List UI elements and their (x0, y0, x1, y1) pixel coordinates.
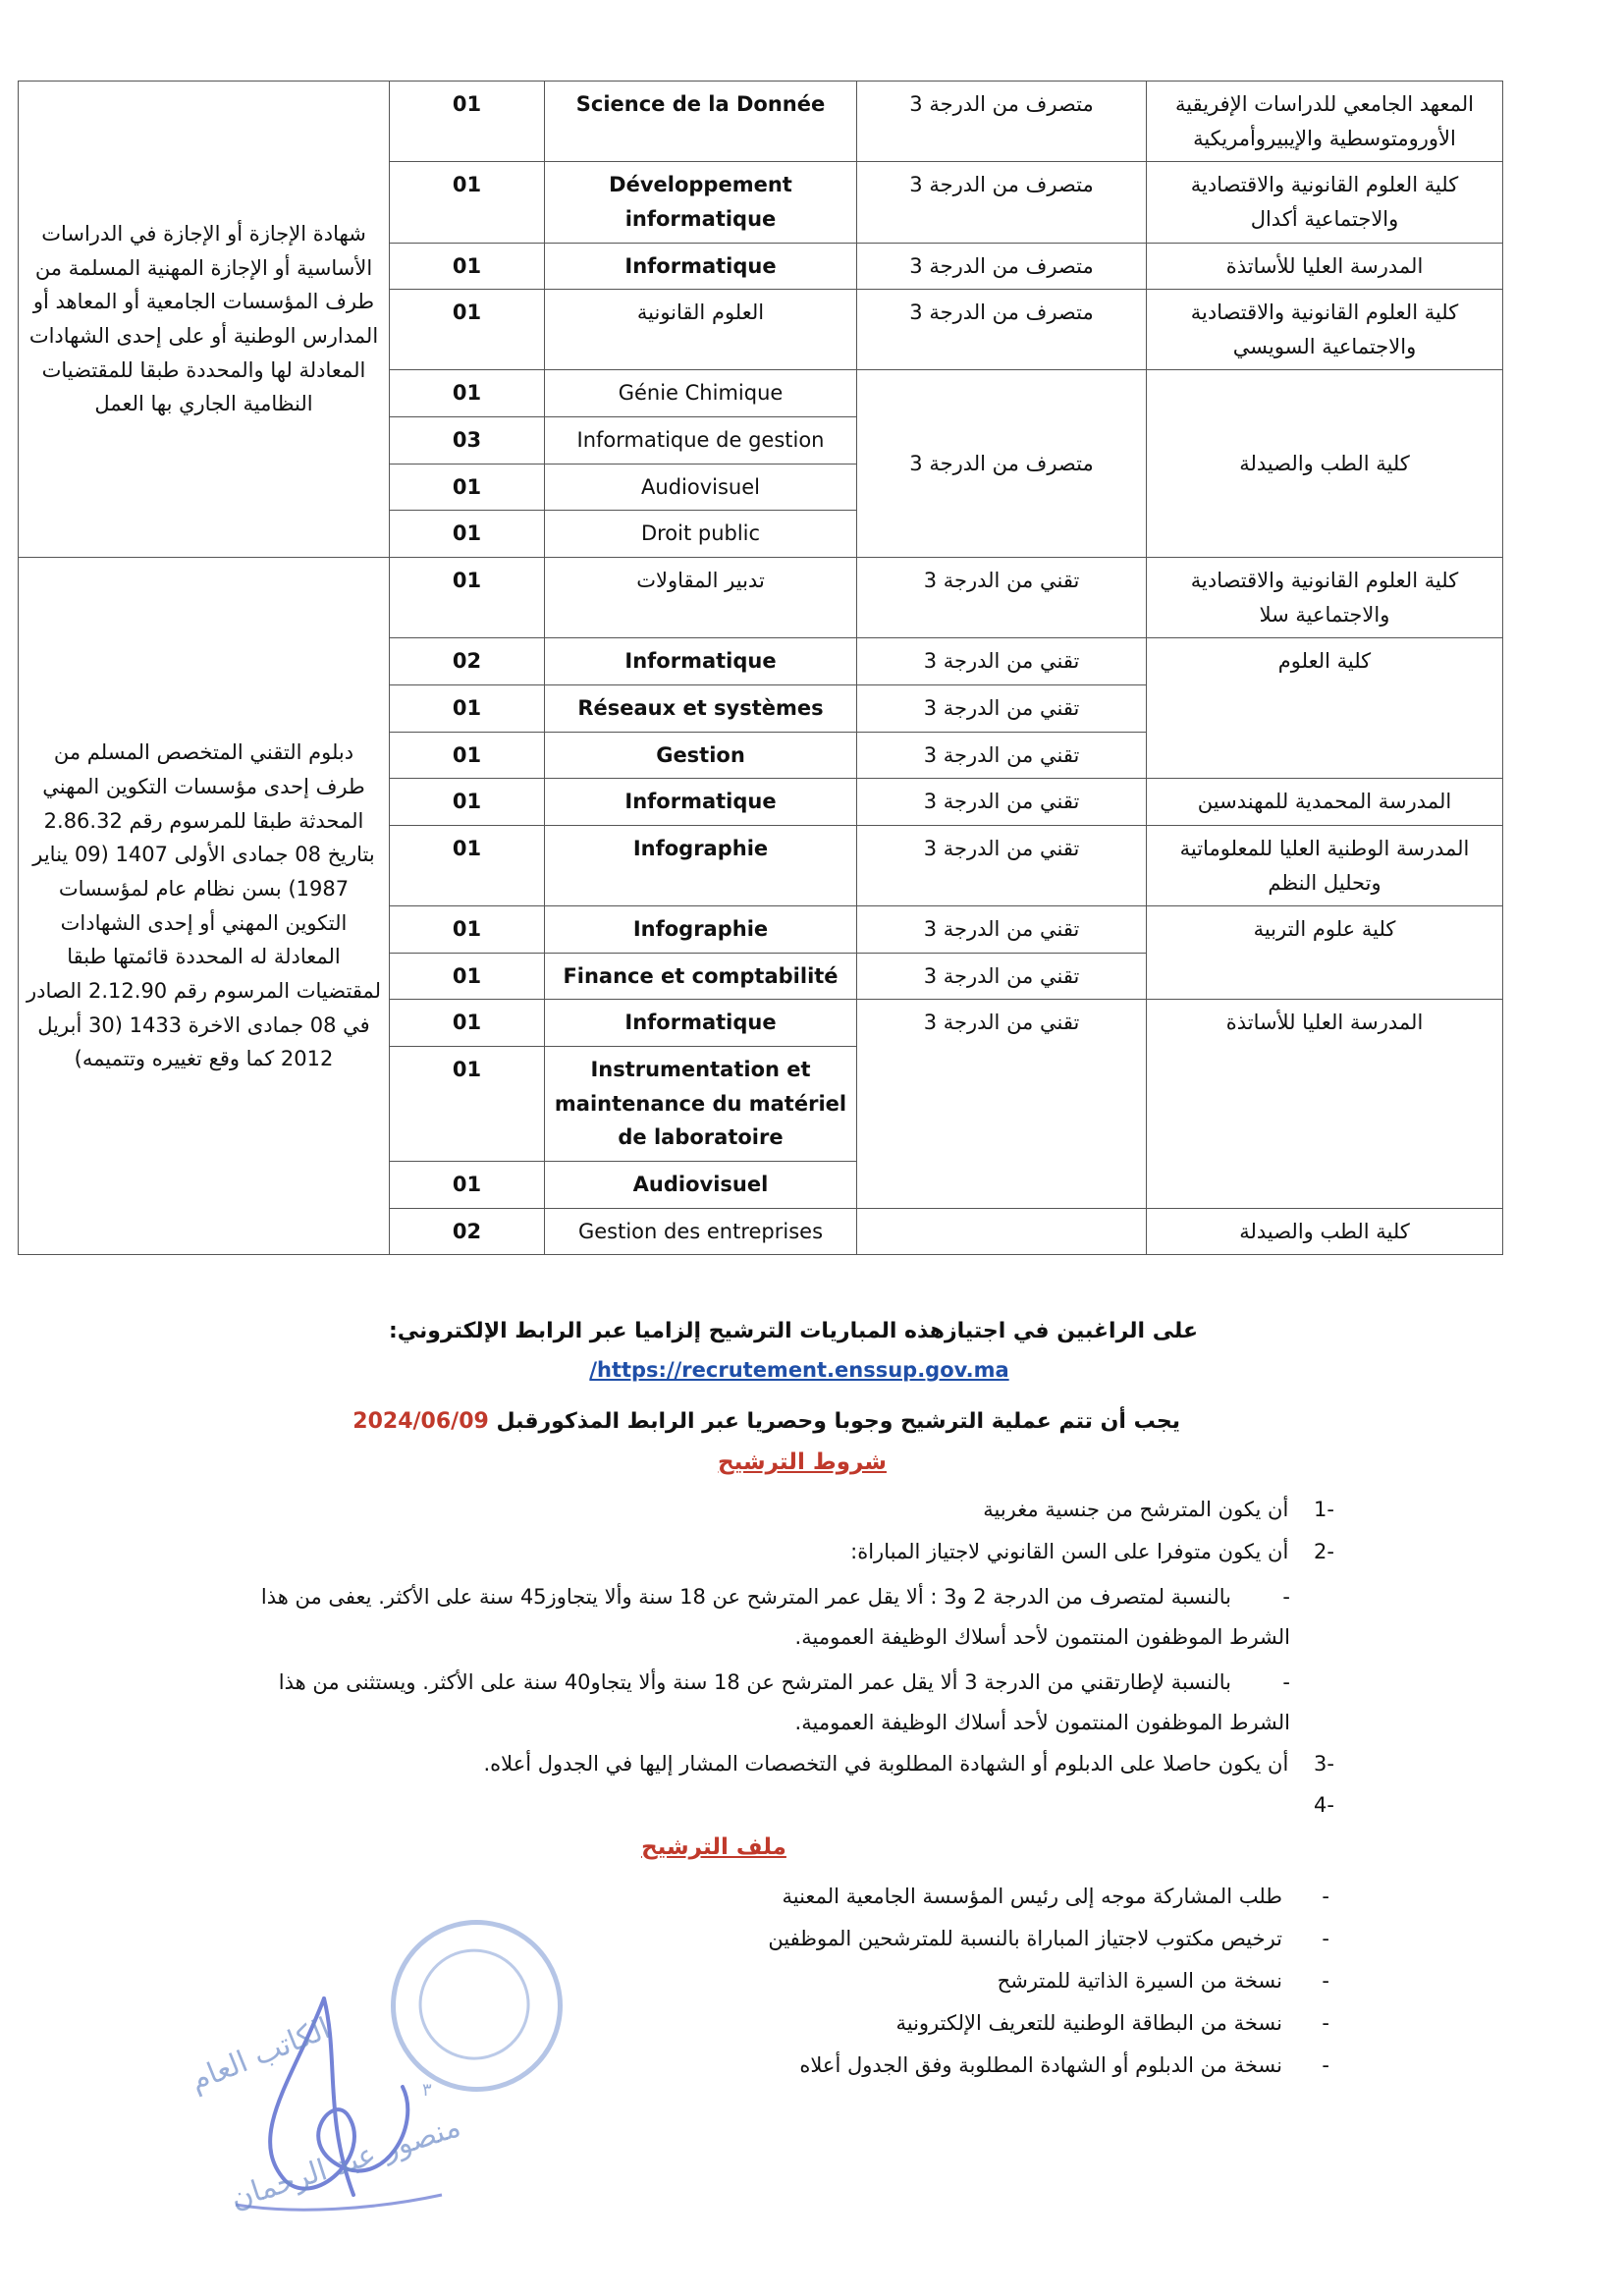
specialty-cell: Finance et comptabilité (545, 953, 857, 1000)
count-cell: 01 (390, 464, 545, 511)
institution-cell: المدرسة الوطنية العليا للمعلوماتية وتحليل النظم (1147, 825, 1503, 905)
count-cell: 01 (390, 290, 545, 370)
grade-cell: متصرف من الدرجة 3 (857, 82, 1147, 162)
specialty-cell: Informatique (545, 243, 857, 290)
dossier-item-text: ترخيص مكتوب لاجتياز المباراة بالنسبة للمترشحين الموظفين (768, 1927, 1282, 1951)
grade-cell: تقني من الدرجة 3 (857, 825, 1147, 905)
institution-cell: كلية العلوم القانونية والاقتصادية والاجتماعية سلا (1147, 558, 1503, 638)
dossier-item-text: نسخة من الدبلوم أو الشهادة المطلوبة وفق الجدول أعلاه (799, 2053, 1282, 2078)
condition-number: -4 (1314, 1793, 1334, 1817)
specialty-cell: Informatique (545, 638, 857, 685)
notice-line: على الراغبين في اجتيازهذه المباريات الترشيح إلزاميا عبر الرابط الإلكتروني: (388, 1319, 1198, 1343)
grade-cell: متصرف من الدرجة 3 (857, 370, 1147, 558)
count-cell: 01 (390, 1047, 545, 1162)
grade-cell (857, 1208, 1147, 1255)
specialty-cell: تدبير المقاولات (545, 558, 857, 638)
list-item: -ترخيص مكتوب لاجتياز المباراة بالنسبة للمترشحين الموظفين (768, 1927, 1329, 1951)
condition-sub-1 (196, 1577, 1290, 1658)
count-cell: 01 (390, 825, 545, 905)
specialty-cell: Informatique de gestion (545, 417, 857, 465)
deadline-line (352, 1404, 1180, 1439)
dossier-title-wrap (0, 1834, 1526, 1860)
count-cell: 01 (390, 243, 545, 290)
page-mark: ٣ (422, 2080, 432, 2101)
application-link[interactable]: https://recrutement.enssup.gov.ma/ (589, 1358, 1009, 1382)
grade-cell: متصرف من الدرجة 3 (857, 290, 1147, 370)
institution-cell: كلية علوم التربية (1147, 906, 1503, 1000)
institution-cell: كلية الطب والصيدلة (1147, 370, 1503, 558)
condition-text: أن يكون حاصلا على الدبلوم أو الشهادة المطلوبة في التخصصات المشار إليها في الجدول أعلاه. (483, 1752, 1289, 1776)
specialty-cell: Infographie (545, 906, 857, 954)
grade-cell: تقني من الدرجة 3 (857, 638, 1147, 685)
specialty-cell: Instrumentation et maintenance du matériel de laboratoire (545, 1047, 857, 1162)
institution-cell: كلية العلوم القانونية والاقتصادية والاجتماعية السويسي (1147, 290, 1503, 370)
specialty-cell: Informatique (545, 779, 857, 826)
condition-sub-text: بالنسبة لإطارتقني من الدرجة 3 ألا يقل عمر المترشح عن 18 سنة وألا يتجاو40 سنة على الأكثر. ويستثنى من هذا الشرط الموظفون المنتمون لأحد أسلاك الوظيفة العمومية. (278, 1670, 1290, 1734)
specialty-cell: Développement informatique (545, 162, 857, 243)
specialty-cell: Informatique (545, 1000, 857, 1047)
diploma-cell: دبلوم التقني المتخصص المسلم من طرف إحدى مؤسسات التكوين المهني المحدثة طبقا للمرسوم رقم 2.86.32 بتاريخ 08 جمادى الأولى 1407 (09 يناير 1987) بسن نظام عام لمؤسسات التكوين المهني أو إحدى الشهادات المعادلة له المحددة قائمتها طبقا لمقتضيات المرسوم رقم 2.12.90 الصادر في 08 جمادى الاخرة 1433 (30 أبريل 2012 كما وقع تغييره وتتميمه) (19, 558, 390, 1255)
signatory-title: الكاتب العام (185, 2011, 336, 2099)
list-item: -طلب المشاركة موجه إلى رئيس المؤسسة الجامعية المعنية (782, 1885, 1329, 1908)
table-row (19, 82, 1503, 162)
dossier-item-text: نسخة من السيرة الذاتية للمترشح (997, 1969, 1282, 1994)
dash: - (1282, 1670, 1290, 1694)
specialty-cell: Génie Chimique (545, 370, 857, 417)
list-item: -نسخة من السيرة الذاتية للمترشح (997, 1969, 1329, 1994)
specialty-cell: Gestion des entreprises (545, 1208, 857, 1255)
specialty-cell: العلوم القانونية (545, 290, 857, 370)
link-wrap (0, 1358, 1611, 1382)
condition-item-2 (850, 1536, 1334, 1569)
condition-sub-2 (255, 1663, 1290, 1743)
count-cell: 01 (390, 370, 545, 417)
deadline-text: يجب أن تتم عملية الترشيح وجوبا وحصريا عبر الرابط المذكورقبل (496, 1409, 1180, 1434)
institution-cell: كلية الطب والصيدلة (1147, 1208, 1503, 1255)
grade-cell: تقني من الدرجة 3 (857, 906, 1147, 954)
count-cell: 01 (390, 732, 545, 779)
table-row (19, 558, 1503, 638)
grade-cell: تقني من الدرجة 3 (857, 732, 1147, 779)
deadline-date: 2024/06/09 (352, 1409, 489, 1434)
dossier-list (768, 1876, 1329, 2087)
count-cell: 01 (390, 1000, 545, 1047)
condition-sub-text: بالنسبة لمتصرف من الدرجة 2 و3 : ألا يقل عمر المترشح عن 18 سنة وألا يتجاوز45 سنة على الأكثر. يعفى من هذا الشرط الموظفون المنتمون لأحد أسلاك الوظيفة العمومية. (260, 1585, 1290, 1649)
specialty-cell: Audiovisuel (545, 464, 857, 511)
count-cell: 01 (390, 906, 545, 954)
count-cell: 03 (390, 417, 545, 465)
specialty-cell: Infographie (545, 825, 857, 905)
count-cell: 02 (390, 638, 545, 685)
condition-item-4 (1295, 1789, 1334, 1823)
condition-number: -3 (1314, 1752, 1334, 1776)
condition-number: -1 (1314, 1498, 1334, 1521)
institution-cell: كلية العلوم (1147, 638, 1503, 779)
specialty-cell: Gestion (545, 732, 857, 779)
grade-cell: متصرف من الدرجة 3 (857, 243, 1147, 290)
condition-item-1 (983, 1494, 1334, 1527)
specialty-cell: Science de la Donnée (545, 82, 857, 162)
institution-cell: المدرسة العليا للأساتذة (1147, 243, 1503, 290)
list-item: -نسخة من البطاقة الوطنية للتعريف الإلكترونية (895, 2011, 1329, 2036)
institution-cell: المعهد الجامعي للدراسات الإفريقية الأورومتوسطية والإيبيروأمريكية (1147, 82, 1503, 162)
condition-text: أن يكون المترشح من جنسية مغربية (983, 1498, 1289, 1521)
count-cell: 01 (390, 511, 545, 558)
institution-cell: كلية العلوم القانونية والاقتصادية والاجتماعية أكدال (1147, 162, 1503, 243)
count-cell: 01 (390, 1162, 545, 1209)
dossier-title: ملف الترشيح (641, 1834, 786, 1860)
conditions-title-wrap (0, 1449, 1614, 1475)
dossier-item-text: نسخة من البطاقة الوطنية للتعريف الإلكترونية (895, 2011, 1282, 2036)
grade-cell: تقني من الدرجة 3 (857, 1000, 1147, 1208)
positions-table (18, 81, 1503, 1255)
specialty-cell: Droit public (545, 511, 857, 558)
count-cell: 01 (390, 953, 545, 1000)
grade-cell: تقني من الدرجة 3 (857, 684, 1147, 732)
grade-cell: تقني من الدرجة 3 (857, 779, 1147, 826)
condition-item-3 (484, 1748, 1335, 1781)
list-item: -نسخة من الدبلوم أو الشهادة المطلوبة وفق الجدول أعلاه (799, 2053, 1329, 2078)
condition-number: -2 (1314, 1540, 1334, 1563)
grade-cell: متصرف من الدرجة 3 (857, 162, 1147, 243)
signatory-name: منصور عبد الرحمان (226, 2109, 465, 2216)
grade-cell: تقني من الدرجة 3 (857, 953, 1147, 1000)
dossier-item-text: طلب المشاركة موجه إلى رئيس المؤسسة الجامعية المعنية (782, 1885, 1282, 1908)
condition-text: أن يكون متوفرا على السن القانوني لاجتياز المباراة: (850, 1540, 1289, 1563)
count-cell: 01 (390, 779, 545, 826)
count-cell: 01 (390, 684, 545, 732)
dash: - (1282, 1585, 1290, 1609)
specialty-cell: Réseaux et systèmes (545, 684, 857, 732)
count-cell: 01 (390, 82, 545, 162)
handwritten-signature-icon (177, 1969, 471, 2244)
grade-cell: تقني من الدرجة 3 (857, 558, 1147, 638)
count-cell: 01 (390, 558, 545, 638)
specialty-cell: Audiovisuel (545, 1162, 857, 1209)
institution-cell: المدرسة المحمدية للمهندسين (1147, 779, 1503, 826)
count-cell: 01 (390, 162, 545, 243)
diploma-cell: شهادة الإجازة أو الإجازة في الدراسات الأساسية أو الإجازة المهنية المسلمة من طرف المؤسسات الجامعية أو المعاهد أو المدارس الوطنية أو على إحدى الشهادات المعادلة لها والمحددة طبقا للمقتضيات النظامية الجاري بها العمل (19, 82, 390, 558)
institution-cell: المدرسة العليا للأساتذة (1147, 1000, 1503, 1208)
count-cell: 02 (390, 1208, 545, 1255)
conditions-title: شروط الترشيح (718, 1449, 887, 1475)
